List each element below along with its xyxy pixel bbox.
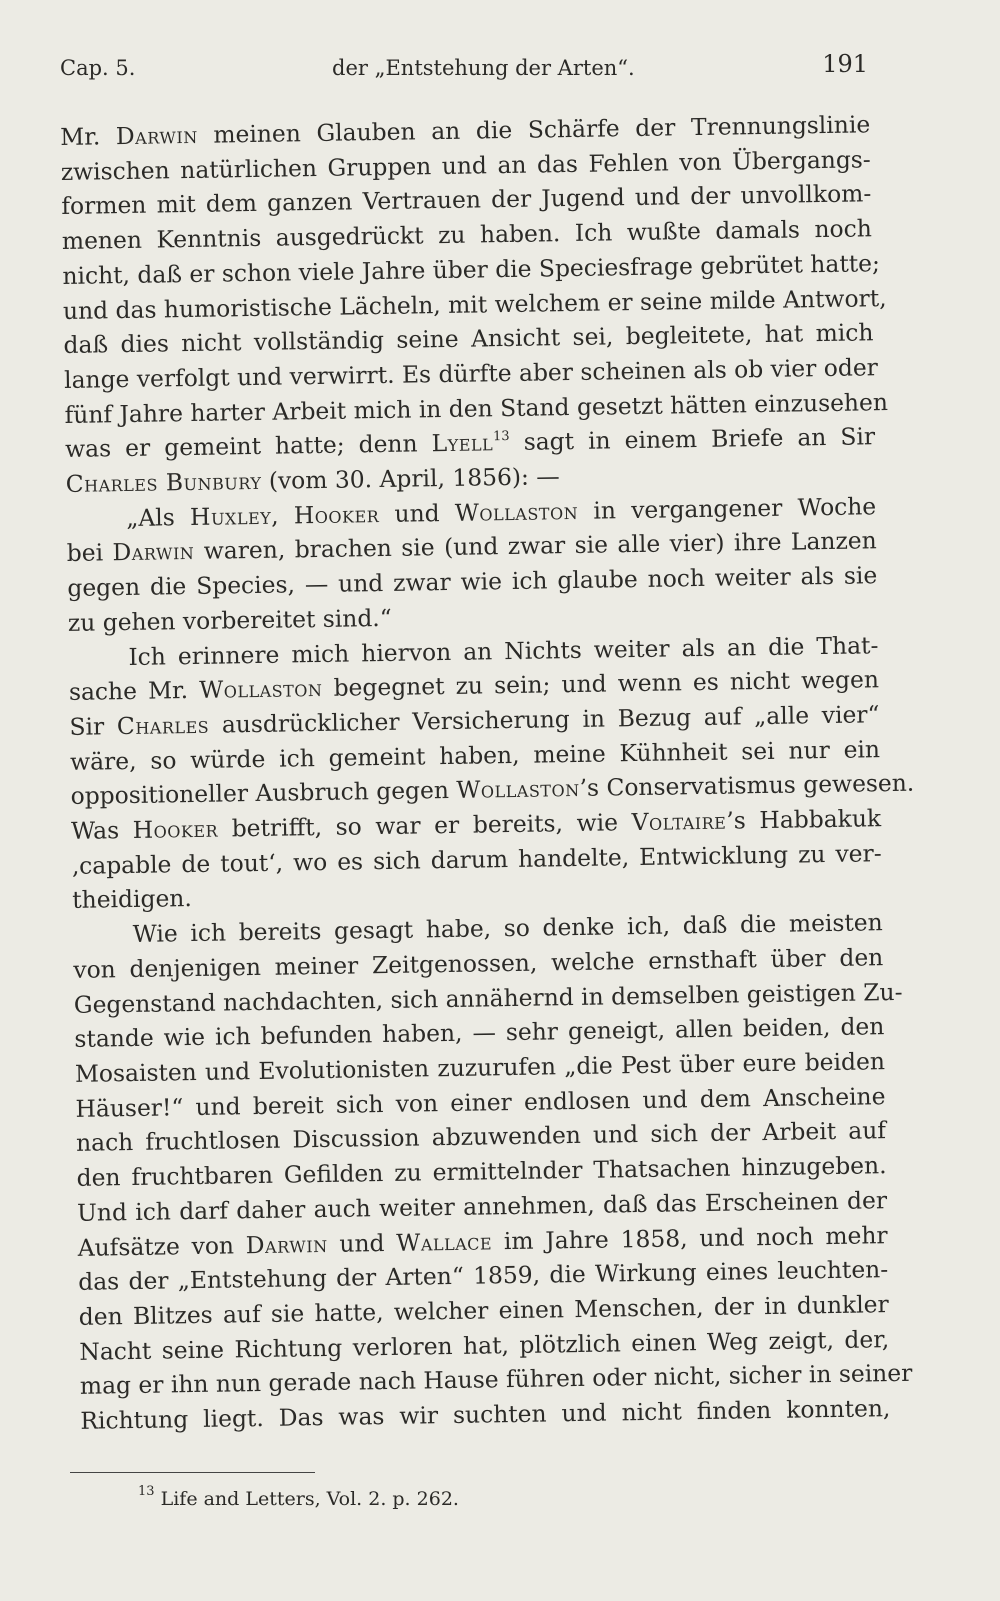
text-segment: daß dies nicht vollständig seine Ansicht sei, begleitete, hat mich: [63, 318, 874, 360]
text-segment: in vergangener Woche: [577, 491, 877, 525]
text-segment: mag er ihn nun gerade nach Hause führen oder nicht, sicher in seiner: [79, 1359, 913, 1401]
name-smallcaps: Darwin: [112, 537, 195, 567]
body-text: [60, 107, 915, 1438]
name-smallcaps: Darwin: [245, 1229, 328, 1259]
text-segment: Richtung liegt. Das was wir suchten und nicht finden konnten,: [80, 1394, 891, 1435]
text-segment: menen Kenntnis ausgedrückt zu haben. Ich wußte damals noch: [61, 214, 873, 256]
text-segment: zwischen natürlichen Gruppen und an das Fehlen von Übergangs-: [60, 144, 871, 186]
text-segment: wäre, so würde ich gemeint haben, meine Kühnheit sei nur ein: [69, 734, 881, 776]
text-segment: waren, brachen sie (und zwar sie alle vier) ihre Lanzen: [194, 526, 877, 566]
name-smallcaps: Wollaston: [199, 674, 323, 705]
text-segment: Ich erinnere mich hiervon an Nichts weiter als an die That-: [128, 630, 879, 671]
text-segment: ’s Habbakuk: [726, 804, 882, 835]
text-segment: Sir: [69, 712, 118, 741]
text-segment: Nacht seine Richtung verloren hat, plötzlich einen Weg zeigt, der,: [79, 1324, 890, 1366]
name-smallcaps: Hooker: [132, 814, 219, 845]
footnote-reference: 13: [492, 429, 510, 445]
footnote-text: Life and Letters, Vol. 2. p. 262.: [160, 1488, 459, 1510]
text-segment: nach fruchtlosen Discussion abzuwenden und sich der Arbeit auf: [75, 1116, 887, 1158]
text-segment: ’s Conservatismus gewesen.: [579, 769, 915, 803]
text-segment: nicht, daß er schon viele Jahre über die Speciesfrage gebrütet hatte;: [62, 248, 881, 290]
text-segment: Mr.: [60, 122, 117, 151]
text-segment: und das humoristische Lächeln, mit welchem er seine milde Antwort,: [62, 283, 887, 325]
name-smallcaps: Voltaire: [631, 806, 727, 837]
text-segment: lange verfolgt und verwirrt. Es dürfte aber scheinen als ob vier oder: [63, 353, 879, 394]
text-segment: theidigen.: [72, 884, 193, 915]
name-smallcaps: Darwin: [115, 120, 198, 151]
text-segment: was er gemeint hatte; denn: [64, 429, 432, 464]
text-segment: Häuser!“ und bereit sich von einer endlosen und dem Anscheine: [75, 1081, 886, 1123]
text-segment: und: [378, 498, 456, 528]
text-segment: stande wie ich befunden haben, — sehr geneigt, allen beiden, den: [74, 1012, 885, 1054]
text-segment: den Blitzes auf sie hatte, welcher einen Menschen, der in dunkler: [78, 1290, 889, 1331]
text-segment: meinen Glauben an die Schärfe der Trennungslinie: [197, 110, 871, 149]
text-segment: ,: [270, 501, 295, 530]
text-segment: Aufsätze von: [77, 1230, 247, 1262]
text-segment: bei: [66, 538, 113, 568]
name-smallcaps: Charles: [116, 710, 210, 741]
text-segment: Wie ich bereits gesagt habe, so denke ich, daß die meisten: [132, 908, 883, 949]
text-segment: (vom 30. April, 1856): —: [261, 462, 560, 495]
footnote: [138, 1484, 459, 1510]
text-segment: Und ich darf daher auch weiter annehmen, daß das Erscheinen der: [76, 1185, 888, 1227]
text-segment: von denjenigen meiner Zeitgenossen, welche ernsthaft über den: [73, 943, 884, 984]
text-segment: und: [327, 1228, 397, 1258]
text-segment: Mosaisten und Evolutionisten zuzurufen „die Pest über eure beiden: [74, 1047, 886, 1088]
name-smallcaps: Wollaston: [454, 496, 579, 527]
running-header: [60, 50, 868, 90]
chapter-label: Cap. 5.: [60, 56, 136, 80]
name-smallcaps: Wallace: [396, 1226, 493, 1257]
text-segment: zu gehen vorbereitet sind.“: [67, 603, 392, 637]
page-number: 191: [822, 50, 868, 78]
footnote-rule: [70, 1472, 315, 1473]
footnote-mark: 13: [138, 1484, 155, 1499]
text-segment: Gegenstand nachdachten, sich annähernd in demselben geistigen Zu-: [73, 977, 903, 1019]
name-smallcaps: Hooker: [293, 499, 380, 530]
text-segment: gegen die Species, — und zwar wie ich glaube noch weiter als sie: [67, 561, 878, 603]
text-segment: ausdrücklicher Versicherung in Bezug auf „alle vier“: [208, 700, 880, 739]
text-segment: „Als: [126, 502, 191, 532]
name-smallcaps: Charles Bunbury: [65, 466, 262, 498]
text-segment: begegnet zu sein; und wenn es nicht wegen: [322, 665, 880, 703]
text-segment: im Jahre 1858, und noch mehr: [491, 1220, 888, 1255]
text-segment: den fruchtbaren Gefilden zu ermittelnder Thatsachen hinzugeben.: [76, 1151, 887, 1192]
text-segment: betrifft, so war er bereits, wie: [217, 808, 632, 843]
text-segment: formen mit dem ganzen Vertrauen der Jugend und der unvollkom-: [61, 179, 872, 221]
running-title: der „Entstehung der Arten“.: [332, 56, 635, 80]
name-smallcaps: Lyell: [431, 428, 494, 458]
text-segment: oppositioneller Ausbruch gegen: [70, 776, 457, 811]
text-segment: Was: [70, 816, 133, 845]
text-segment: ‚capable de tout‘, wo es sich darum handelte, Entwicklung zu ver-: [71, 838, 882, 880]
text-segment: das der „Entstehung der Arten“ 1859, die Wirkung eines leuchten-: [78, 1255, 889, 1297]
name-smallcaps: Huxley: [189, 501, 272, 531]
name-smallcaps: Wollaston: [456, 774, 580, 805]
text-segment: sagt in einem Briefe an Sir: [509, 422, 876, 457]
text-segment: fünf Jahre harter Arbeit mich in den Stand gesetzt hätten einzusehen: [64, 387, 889, 429]
text-segment: sache Mr.: [68, 676, 200, 707]
